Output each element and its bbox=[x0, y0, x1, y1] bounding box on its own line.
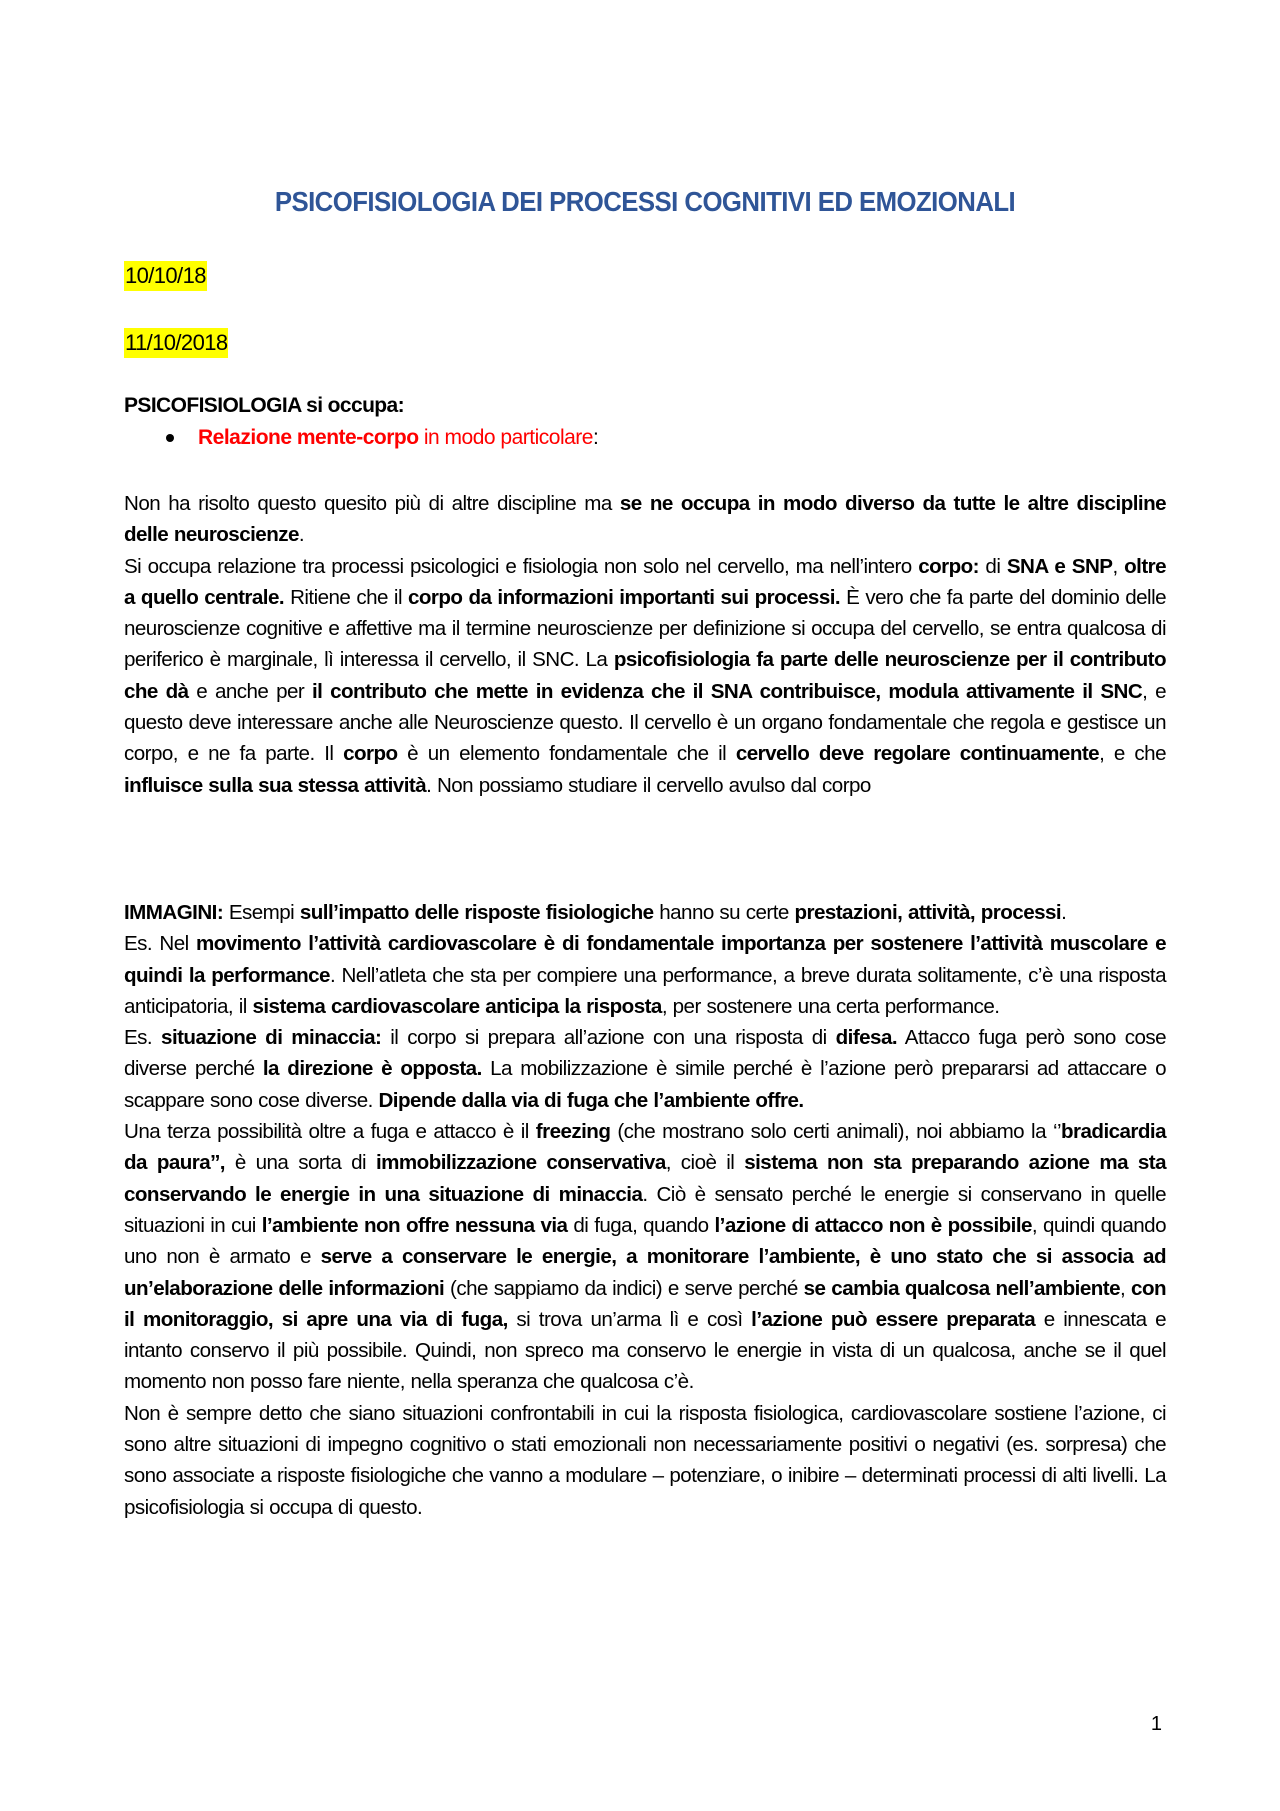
text-run: Esempi bbox=[223, 901, 300, 924]
bullet-bold-text: Relazione mente-corpo bbox=[198, 426, 419, 449]
text-run: Es. bbox=[124, 1026, 162, 1050]
text-run: , e questo deve interessare anche alle Neuroscienze questo. Il cervello è un organo fondamentale che regola e gestisce un corpo, e ne fa parte. Il bbox=[124, 679, 1166, 766]
text-run: Attacco fuga però sono cose diverse perché bbox=[124, 1026, 1167, 1081]
bold-text: situazione di minaccia: bbox=[161, 1026, 382, 1050]
text-run: , e che bbox=[1099, 742, 1166, 766]
text-run: (che sappiamo da indici) e serve perché bbox=[444, 1276, 804, 1300]
bold-text: cervello deve regolare continuamente bbox=[735, 742, 1100, 766]
bullet-icon bbox=[166, 434, 174, 442]
bold-text: il contributo che mette in evidenza che il SNA contribuisce, modula attivamente il SNC bbox=[311, 679, 1143, 703]
bold-text: se ne occupa in modo diverso da tutte le altre discipline delle neuroscienze bbox=[124, 492, 1166, 547]
text-run: Una terza possibilità oltre a fuga e attacco è il bbox=[124, 1120, 536, 1144]
paragraph bbox=[124, 488, 1166, 551]
bold-text: immobilizzazione conservativa bbox=[375, 1151, 666, 1175]
text-run: , cioè il bbox=[665, 1151, 745, 1175]
bold-text: l’ambiente non offre nessuna via bbox=[261, 1213, 568, 1237]
paragraph bbox=[124, 1022, 1166, 1116]
paragraph bbox=[124, 897, 1166, 928]
text-run: , bbox=[1120, 1276, 1132, 1300]
paragraph bbox=[124, 1116, 1166, 1398]
text-run: di bbox=[978, 554, 1007, 578]
text-run: , per sostenere una certa performance. bbox=[661, 994, 1000, 1018]
text-run: il corpo si prepara all’azione con una risposta di bbox=[381, 1026, 836, 1050]
bold-text: Dipende dalla via di fuga che l’ambiente offre. bbox=[378, 1088, 804, 1112]
section-heading: PSICOFISIOLOGIA si occupa: bbox=[124, 394, 404, 417]
date-highlight-1: 10/10/18 bbox=[124, 261, 207, 291]
text-run: . Nell’atleta che sta per compiere una performance, a breve durata solitamente, c’è una risposta anticipatoria, il bbox=[124, 963, 1166, 1018]
text-run: e anche per bbox=[188, 679, 312, 703]
bullet-text bbox=[198, 426, 593, 450]
bold-text: con il monitoraggio, si apre una via di fuga, bbox=[124, 1276, 1167, 1331]
text-run: e innescata e intanto conservo il più possibile. Quindi, non spreco ma conservo le energie in vista di un qualcosa, anche se il quel momento non posso fare niente, nella speranza che qualcosa c’è. bbox=[124, 1307, 1166, 1394]
text-run: (che mostrano solo certi animali), noi abbiamo la ‘’ bbox=[610, 1120, 1062, 1144]
bullet-tail: : bbox=[592, 426, 599, 449]
text-run: è una sorta di bbox=[224, 1151, 376, 1175]
text-run: hanno su certe bbox=[653, 901, 795, 924]
paragraph bbox=[124, 1398, 1166, 1523]
bullet-red-text: in modo particolare bbox=[418, 426, 593, 449]
bold-text: freezing bbox=[535, 1120, 611, 1144]
text-run: , bbox=[1112, 554, 1125, 578]
text-run: di fuga, quando bbox=[567, 1213, 715, 1237]
bold-text: IMMAGINI: bbox=[124, 901, 224, 924]
bold-text: prestazioni, attività, processi bbox=[794, 901, 1062, 924]
text-run: È vero che fa parte del dominio delle neuroscienze cognitive e affettive ma il termine neuroscienze per definizione si occupa del cervello, se entra qualcosa di periferico è marginale, lì interessa il cervello, il SNC. La bbox=[124, 585, 1167, 672]
bold-text: l’azione di attacco non è possibile bbox=[714, 1213, 1032, 1237]
bold-text: psicofisiologia fa parte delle neuroscienze per il contributo che dà bbox=[124, 648, 1167, 703]
paragraph bbox=[124, 928, 1166, 1022]
bold-text: bradicardia da paura’’, bbox=[124, 1120, 1166, 1175]
text-run: Non è sempre detto che siano situazioni confrontabili in cui la risposta fisiologica, cardiovascolare sostiene l’azione, ci sono altre situazioni di impegno cognitivo o stati emozionali non necessariamente positivi o negativi (es. sorpresa) che sono associate a risposte fisiologiche che vanno a modulare – potenziare, o inibire – determinati processi di alti livelli. La psicofisiologia si occupa di questo. bbox=[124, 1401, 1166, 1519]
bullet-list-item bbox=[166, 426, 598, 450]
bold-text: corpo bbox=[343, 742, 398, 766]
body-section-2 bbox=[124, 897, 1166, 1523]
text-run: , quindi quando uno non è armato e bbox=[124, 1213, 1166, 1269]
bold-text: serve a conservare le energie, a monitorare l’ambiente, è uno stato che si associa ad un’elaborazione delle informazioni bbox=[124, 1245, 1166, 1300]
bold-text: oltre a quello centrale. bbox=[124, 554, 1167, 609]
bold-text: sistema non sta preparando azione ma sta conservando le energie in una situazione di minaccia bbox=[124, 1151, 1166, 1206]
bold-text: difesa. bbox=[835, 1026, 898, 1050]
bold-text: sull’impatto delle risposte fisiologiche bbox=[299, 901, 654, 924]
text-run: Non ha risolto questo quesito più di altre discipline ma bbox=[124, 492, 620, 515]
page-number: 1 bbox=[1150, 1713, 1162, 1735]
bold-text: l’azione può essere preparata bbox=[751, 1307, 1036, 1331]
text-run: . bbox=[298, 523, 305, 547]
bold-text: la direzione è opposta. bbox=[262, 1057, 482, 1081]
document-title: PSICOFISIOLOGIA DEI PROCESSI COGNITIVI ED EMOZIONALI bbox=[274, 186, 1016, 217]
body-section-1 bbox=[124, 488, 1166, 801]
text-run: si trova un’arma lì e così bbox=[507, 1307, 752, 1331]
text-run: Si occupa relazione tra processi psicologici e fisiologia non solo nel cervello, ma nell’intero bbox=[124, 554, 919, 578]
text-run: Ritiene che il bbox=[284, 585, 408, 609]
date-highlight-2: 11/10/2018 bbox=[124, 328, 228, 358]
bold-text: se cambia qualcosa nell’ambiente bbox=[803, 1276, 1121, 1300]
bold-text: movimento l’attività cardiovascolare è di fondamentale importanza per sostenere l’attività muscolare e quindi la performance bbox=[124, 932, 1166, 987]
bold-text: corpo da informazioni importanti sui processi. bbox=[408, 585, 841, 609]
paragraph bbox=[124, 551, 1166, 801]
text-run: . Non possiamo studiare il cervello avulso dal corpo bbox=[426, 773, 871, 797]
text-run: Es. Nel bbox=[124, 932, 196, 956]
text-run: è un elemento fondamentale che il bbox=[397, 742, 736, 766]
bold-text: SNA e SNP bbox=[1006, 554, 1113, 578]
bold-text: influisce sulla sua stessa attività bbox=[124, 773, 427, 797]
bold-text: corpo: bbox=[918, 554, 979, 578]
text-run: . Ciò è sensato perché le energie si conservano in quelle situazioni in cui bbox=[124, 1182, 1166, 1237]
text-run: . bbox=[1061, 901, 1067, 924]
text-run: La mobilizzazione è simile perché è l’azione però prepararsi ad attaccare o scappare sono cose diverse. bbox=[124, 1057, 1166, 1112]
bold-text: sistema cardiovascolare anticipa la risposta bbox=[252, 994, 662, 1018]
